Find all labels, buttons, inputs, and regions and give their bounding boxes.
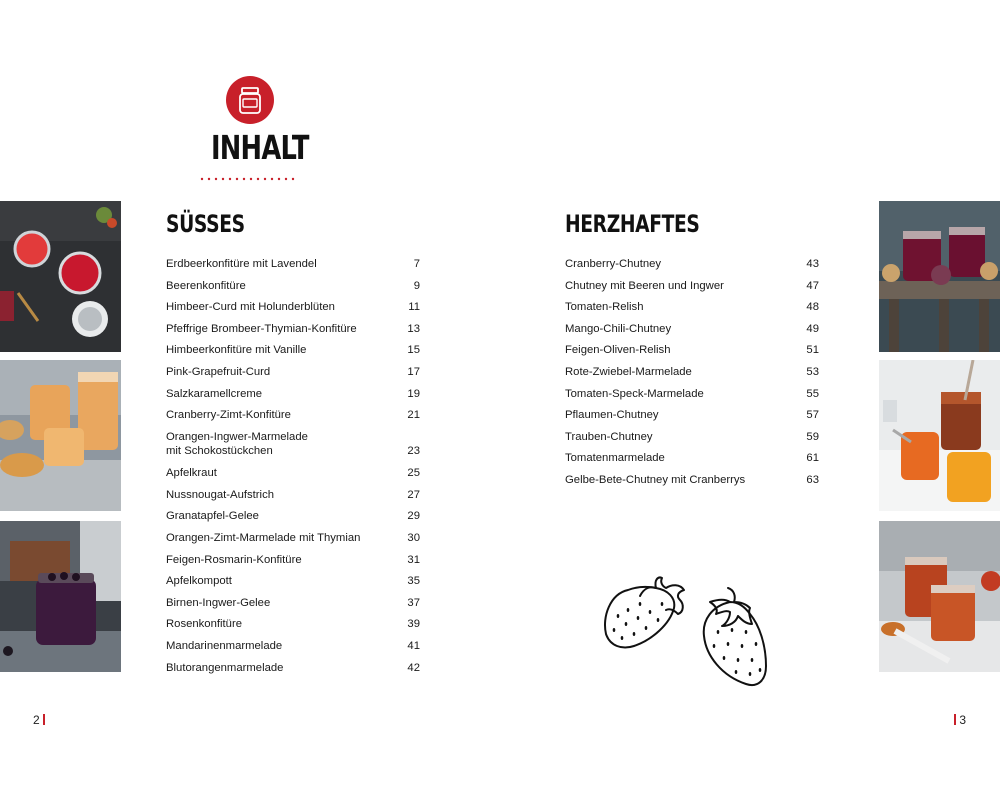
toc-entry <box>166 488 420 510</box>
toc-entry-title: Tomaten-Speck-Marmelade <box>565 387 704 400</box>
toc-entry-title: Trauben-Chutney <box>565 430 653 443</box>
section-heading-herzhaftes: HERZHAFTES <box>565 210 700 238</box>
toc-entry-page: 49 <box>806 322 819 335</box>
toc-entry <box>565 451 819 473</box>
toc-entry-page: 47 <box>806 279 819 292</box>
toc-entry-page: 57 <box>806 409 819 422</box>
page-number-left <box>33 713 45 727</box>
toc-entry-page: 31 <box>407 553 420 566</box>
toc-entry <box>565 408 819 430</box>
toc-entry-page: 11 <box>408 301 420 314</box>
toc-entry-title: Pflaumen-Chutney <box>565 409 659 422</box>
toc-entry <box>166 387 420 409</box>
toc-entry <box>565 257 819 279</box>
title-underline-dots <box>200 168 300 186</box>
page-number-right-value: 3 <box>959 713 967 727</box>
toc-entry-title: Rosenkonfitüre <box>166 618 242 631</box>
toc-entry-page: 19 <box>407 387 420 400</box>
page-number-right <box>954 713 966 727</box>
toc-entry <box>565 473 819 495</box>
toc-entry-title: Gelbe-Bete-Chutney mit Cranberrys <box>565 473 746 486</box>
toc-entry <box>166 466 420 488</box>
toc-entry-title: Pink-Grapefruit-Curd <box>166 365 271 378</box>
toc-entry-title: Chutney mit Beeren und Ingwer <box>565 279 724 292</box>
toc-list-herzhaftes <box>565 257 819 495</box>
jam-jar-icon <box>225 75 275 125</box>
toc-entry-page: 7 <box>413 258 420 270</box>
toc-entry-page: 25 <box>407 467 420 480</box>
toc-entry-page: 61 <box>806 452 819 465</box>
toc-entry-title: Himbeerkonfitüre mit Vanille <box>166 344 307 357</box>
toc-entry <box>166 596 420 618</box>
toc-entry-title: Rote-Zwiebel-Marmelade <box>565 365 692 378</box>
page-number-left-value: 2 <box>33 713 40 727</box>
toc-entry-title: Mango-Chili-Chutney <box>565 322 672 335</box>
toc-entry-page: 35 <box>407 575 420 588</box>
toc-entry <box>166 509 420 531</box>
toc-entry <box>166 322 420 344</box>
toc-entry-page: 23 <box>407 445 420 458</box>
toc-entry-title: Orangen-Zimt-Marmelade mit Thymian <box>166 532 361 545</box>
toc-entry-title: Beerenkonfitüre <box>166 279 246 292</box>
photo-cranberry-chutney-jars <box>879 201 1000 352</box>
toc-entry-page: 51 <box>806 344 819 357</box>
toc-entry-page: 39 <box>407 618 420 631</box>
toc-entry <box>166 257 420 279</box>
page-number-divider <box>43 714 45 725</box>
page-number-divider <box>954 714 956 725</box>
toc-entry-title: Apfelkraut <box>166 467 217 480</box>
photo-tomato-relish-jars <box>879 360 1000 511</box>
photo-blackberry-jar <box>0 521 121 672</box>
toc-entry-page: 13 <box>407 322 420 335</box>
toc-entry-title: Apfelkompott <box>166 575 232 588</box>
strawberries-icon <box>600 572 770 697</box>
toc-entry-title: Tomatenmarmelade <box>565 452 665 465</box>
toc-entry-page: 63 <box>806 473 819 486</box>
toc-entry-page: 17 <box>407 365 420 378</box>
toc-entry <box>166 531 420 553</box>
toc-entry-title: Granatapfel-Gelee <box>166 510 259 523</box>
toc-entry <box>166 617 420 639</box>
toc-entry-page: 59 <box>806 430 819 443</box>
toc-entry <box>166 279 420 301</box>
toc-entry-page: 29 <box>407 510 420 523</box>
toc-entry-title: Erdbeerkonfitüre mit Lavendel <box>166 258 317 270</box>
toc-entry-title: Cranberry-Zimt-Konfitüre <box>166 409 291 422</box>
toc-entry <box>166 553 420 575</box>
page-title: INHALT <box>211 128 309 167</box>
toc-entry-title: Nussnougat-Aufstrich <box>166 488 274 501</box>
toc-entry-title: Tomaten-Relish <box>565 301 644 314</box>
toc-entry <box>166 430 420 467</box>
toc-entry-page: 43 <box>806 258 819 270</box>
toc-entry-page: 55 <box>806 387 819 400</box>
toc-entry-page: 48 <box>806 301 819 314</box>
toc-entry-page: 9 <box>413 279 420 292</box>
toc-entry-title: Birnen-Ingwer-Gelee <box>166 596 271 609</box>
toc-entry <box>166 661 420 683</box>
toc-entry <box>166 365 420 387</box>
toc-entry <box>166 408 420 430</box>
toc-entry <box>166 639 420 661</box>
toc-entry <box>166 574 420 596</box>
toc-entry-page: 15 <box>407 344 420 357</box>
toc-entry-title: Mandarinenmarmelade <box>166 640 283 652</box>
toc-entry-title: Himbeer-Curd mit Holunderblüten <box>166 301 335 314</box>
toc-entry-page: 41 <box>407 640 420 652</box>
toc-entry-page: 30 <box>407 532 420 545</box>
toc-entry-page: 53 <box>806 365 819 378</box>
toc-entry <box>565 300 819 322</box>
toc-entry <box>166 300 420 322</box>
toc-entry <box>166 343 420 365</box>
toc-entry <box>565 430 819 452</box>
photo-tomato-marmalade-jars <box>879 521 1000 672</box>
toc-entry-title: Blutorangenmarmelade <box>166 661 284 674</box>
toc-entry <box>565 365 819 387</box>
toc-entry-title: Orangen-Ingwer-Marmelade mit Schokostückchen <box>166 430 308 458</box>
photo-orange-curd-jars <box>0 360 121 511</box>
section-heading-suesses: SÜSSES <box>166 210 245 238</box>
toc-entry <box>565 322 819 344</box>
toc-entry-page: 37 <box>407 596 420 609</box>
toc-entry <box>565 279 819 301</box>
toc-entry-page: 42 <box>407 661 420 674</box>
toc-entry <box>565 387 819 409</box>
toc-entry-page: 21 <box>407 409 420 422</box>
toc-entry-title: Pfeffrige Brombeer-Thymian-Konfitüre <box>166 322 357 335</box>
toc-entry-title: Salzkaramellcreme <box>166 387 263 400</box>
toc-entry-title: Cranberry-Chutney <box>565 258 662 270</box>
toc-list-suesses <box>166 257 420 682</box>
toc-entry-title: Feigen-Oliven-Relish <box>565 344 671 357</box>
photo-raspberry-jars <box>0 201 121 352</box>
toc-entry-title: Feigen-Rosmarin-Konfitüre <box>166 553 302 566</box>
toc-entry-page: 27 <box>407 488 420 501</box>
toc-entry <box>565 343 819 365</box>
